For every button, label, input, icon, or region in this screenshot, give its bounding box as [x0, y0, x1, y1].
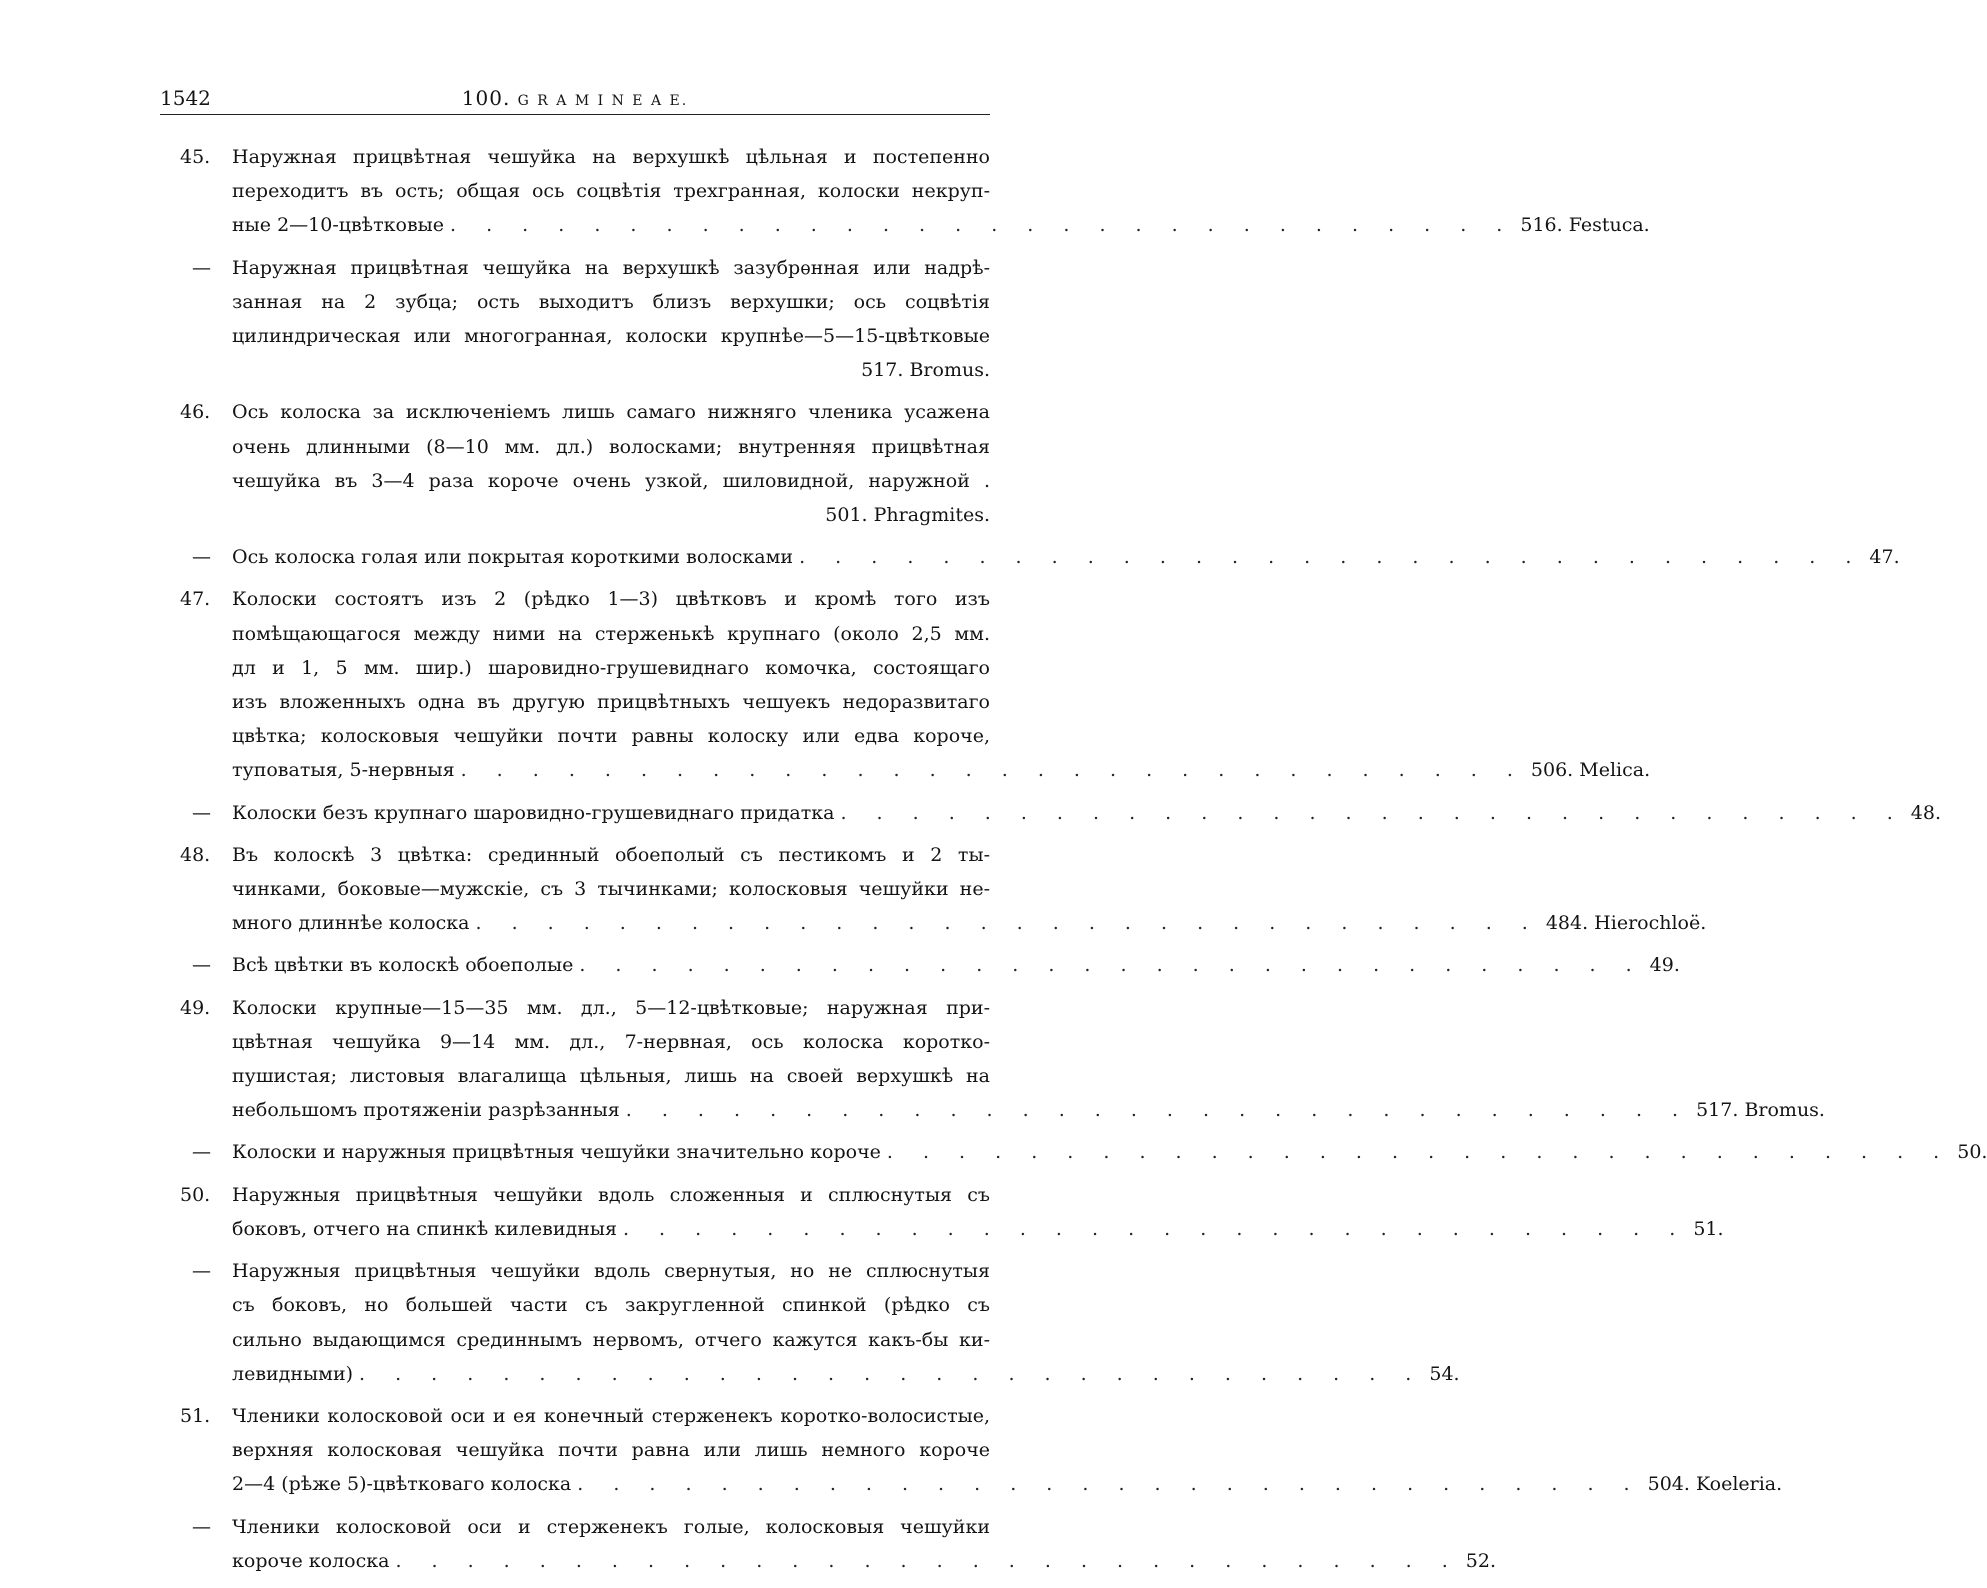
entry-line: Ось колоска за исключеніемъ лишь самаго нижняго членика усажена	[232, 401, 990, 424]
entry-line: дл и 1, 5 мм. шир.) шаровидно-грушевиднаго комочка, состоящаго	[232, 656, 990, 679]
entry-line: Членики колосковой оси и ея конечный стерженекъ коротко-волосистые,	[232, 1404, 990, 1427]
key-entry	[180, 140, 1650, 243]
entry-text: короче колоска	[232, 1549, 390, 1572]
entry-marker: —	[192, 954, 211, 977]
entry-lead: 484. Hierochloë.	[1545, 912, 1707, 935]
entry-text: небольшомъ протяженіи разрѣзанныя	[232, 1099, 620, 1122]
key-entry	[180, 540, 1900, 574]
dot-leader: . . . . . . . . . . . . . . . . . . . . . . . . . . . . . .	[450, 214, 1515, 237]
entry-last-line	[232, 1135, 1987, 1169]
dot-leader: . . . . . . . . . . . . . . . . . . . . . . . . . . . . . .	[359, 1362, 1424, 1385]
entry-last-line	[232, 208, 1650, 242]
key-entry	[180, 1254, 1460, 1391]
entry-marker: —	[192, 1515, 211, 1538]
entry-last-line	[232, 753, 1651, 787]
key-entry	[180, 1510, 1496, 1578]
entry-last-line	[232, 948, 1680, 982]
entry-text: боковъ, отчего на спинкѣ килевидныя	[232, 1217, 617, 1240]
entry-marker: —	[192, 546, 211, 569]
dot-leader: . . . . . . . . . . . . . . . . . . . . . . . . . . . . . .	[625, 1099, 1691, 1122]
key-entry	[180, 395, 990, 532]
entry-line: помѣщающагося между ними на стерженькѣ крупнаго (около 2,5 мм.	[232, 622, 990, 645]
dot-leader: . . . . . . . . . . . . . . . . . . . . . . . . . . . . . .	[577, 1473, 1642, 1496]
entry-line: пушистая; листовыя влагалища цѣльныя, лишь на своей верхушкѣ на	[232, 1065, 990, 1088]
entry-line: цвѣтка; колосковыя чешуйки почти равны колоску или едва короче,	[232, 725, 990, 748]
entry-lead: 517. Bromus.	[861, 359, 990, 382]
key-entry	[180, 1135, 1987, 1169]
entry-text: много длиннѣе колоска	[232, 912, 470, 935]
entry-line: Наружныя прицвѣтныя чешуйки вдоль сложенныя и сплюснутыя съ	[232, 1183, 990, 1206]
dot-leader: . . . . . . . . . . . . . . . . . . . . . . . . . . . . . .	[395, 1549, 1460, 1572]
entry-line: цвѣтная чешуйка 9—14 мм. дл., 7-нервная, ось колоска коротко-	[232, 1030, 990, 1053]
running-title	[160, 86, 990, 110]
entry-marker: 45.	[180, 146, 211, 168]
key-entry	[180, 796, 1942, 830]
entry-line: Наружная прицвѣтная чешуйка на верхушкѣ цѣльная и постепенно	[232, 146, 990, 168]
entry-marker: —	[192, 256, 211, 279]
entry-marker: 49.	[180, 996, 211, 1019]
entry-line: изъ вложенныхъ одна въ другую прицвѣтныхъ чешуекъ недоразвитаго	[232, 691, 990, 714]
entry-last-line	[232, 1357, 1460, 1391]
entry-lead: 54.	[1429, 1362, 1460, 1385]
entry-lead: 517. Bromus.	[1696, 1099, 1825, 1122]
entry-line: занная на 2 зубца; ость выходитъ близъ верхушки; ось соцвѣтія	[232, 290, 990, 313]
dot-leader: . . . . . . . . . . . . . . . . . . . . . . . . . . . . . .	[579, 954, 1644, 977]
entry-last-line	[232, 906, 1707, 940]
entry-line: Наружная прицвѣтная чешуйка на верхушкѣ зазубрѳнная или надрѣ-	[232, 256, 990, 279]
entry-line: Колоски крупные—15—35 мм. дл., 5—12-цвѣтковые; наружная при-	[232, 996, 990, 1019]
dot-leader: . . . . . . . . . . . . . . . . . . . . . . . . . . . . . .	[840, 801, 1905, 824]
entry-line: переходитъ въ ость; общая ось соцвѣтія трехгранная, колоски некруп-	[232, 180, 990, 203]
dot-leader: . . . . . . . . . . . . . . . . . . . . . . . . . . . . . .	[886, 1141, 1952, 1164]
entry-line: чешуйка въ 3—4 раза короче очень узкой, шиловидной, наружной .	[232, 469, 990, 492]
dot-leader: . . . . . . . . . . . . . . . . . . . . . . . . . . . . . .	[799, 546, 1864, 569]
entry-marker: 50.	[180, 1183, 211, 1206]
running-header	[160, 84, 990, 115]
entry-lead: 48.	[1910, 801, 1942, 824]
entry-marker: —	[192, 801, 211, 824]
entry-line: цилиндрическая или многогранная, колоски крупнѣе—5—15-цвѣтковые	[232, 325, 990, 348]
entry-last-line	[232, 1212, 1724, 1246]
entry-text: Всѣ цвѣтки въ колоскѣ обоеполые	[232, 954, 574, 977]
key-entry	[180, 948, 1680, 982]
entry-line: Наружныя прицвѣтныя чешуйки вдоль свернутыя, но не сплюснутыя	[232, 1260, 990, 1283]
entry-line: сильно выдающимся срединнымъ нервомъ, отчего кажутся какъ-бы ки-	[232, 1328, 990, 1351]
dot-leader: . . . . . . . . . . . . . . . . . . . . . . . . . . . . . .	[475, 912, 1540, 935]
entry-text: туповатыя, 5-нервныя	[232, 759, 455, 782]
entry-last-line	[232, 540, 1900, 574]
entry-line: очень длинными (8—10 мм. дл.) волосками; внутренняя прицвѣтная	[232, 435, 990, 458]
entry-line: верхняя колосковая чешуйка почти равна или лишь немного короче	[232, 1439, 990, 1462]
entry-lead: 49.	[1649, 954, 1680, 977]
key-entry	[180, 1399, 1783, 1502]
key-entry	[180, 582, 1651, 787]
key-entry	[180, 991, 1825, 1128]
entry-marker: —	[192, 1141, 211, 1164]
entry-text: 2—4 (рѣже 5)-цвѣтковаго колоска	[232, 1473, 572, 1496]
entry-lead: 47.	[1869, 546, 1900, 569]
entry-line: чинками, боковые—мужскіе, съ 3 тычинками; колосковыя чешуйки не-	[232, 878, 990, 901]
entry-lead: 51.	[1693, 1217, 1724, 1240]
entry-text: ные 2—10-цвѣтковые	[232, 214, 445, 237]
entry-last-line	[232, 1093, 1825, 1127]
entry-line: съ боковъ, но большей части съ закругленной спинкой (рѣдко съ	[232, 1294, 990, 1317]
key-entries	[180, 140, 1987, 1586]
dot-leader: . . . . . . . . . . . . . . . . . . . . . . . . . . . . . .	[622, 1217, 1688, 1240]
entry-text: Колоски безъ крупнаго шаровидно-грушевиднаго придатка	[232, 801, 835, 824]
key-entry	[180, 838, 1707, 941]
dot-leader: . . . . . . . . . . . . . . . . . . . . . . . . . . . . . .	[460, 759, 1525, 782]
entry-last-line	[232, 1467, 1783, 1501]
key-entry	[180, 251, 990, 388]
entry-marker: 51.	[180, 1404, 211, 1427]
entry-marker: 47.	[180, 588, 211, 611]
entry-text: левидными)	[232, 1362, 354, 1385]
entry-last-line	[232, 1544, 1496, 1578]
entry-lead: 516. Festuca.	[1520, 214, 1650, 237]
entry-line: Колоски состоятъ изъ 2 (рѣдко 1—3) цвѣтковъ и кромѣ того изъ	[232, 588, 990, 611]
entry-text: Колоски и наружныя прицвѣтныя чешуйки значительно короче	[232, 1141, 881, 1164]
page-number: 1542	[160, 86, 211, 110]
entry-lead: 52.	[1465, 1549, 1496, 1572]
entry-text: Ось колоска голая или покрытая короткими волосками	[232, 546, 794, 569]
entry-line: Въ колоскѣ 3 цвѣтка: срединный обоеполый съ пестикомъ и 2 ты-	[232, 843, 990, 866]
entry-lead: 506. Melica.	[1530, 759, 1651, 782]
key-entry	[180, 1178, 1724, 1246]
entry-last-line	[232, 796, 1942, 830]
entry-marker: 48.	[180, 843, 211, 866]
running-title-number: 100.	[461, 86, 511, 110]
entry-lead: 504. Koeleria.	[1647, 1473, 1783, 1496]
entry-marker: 46.	[180, 401, 211, 424]
entry-line: Членики колосковой оси и стерженекъ голые, колосковыя чешуйки	[232, 1515, 990, 1538]
running-title-family: G R A M I N E A E.	[517, 93, 689, 109]
entry-marker: —	[192, 1260, 211, 1283]
entry-lead: 50.	[1957, 1141, 1987, 1164]
entry-lead: 501. Phragmites.	[825, 504, 990, 527]
